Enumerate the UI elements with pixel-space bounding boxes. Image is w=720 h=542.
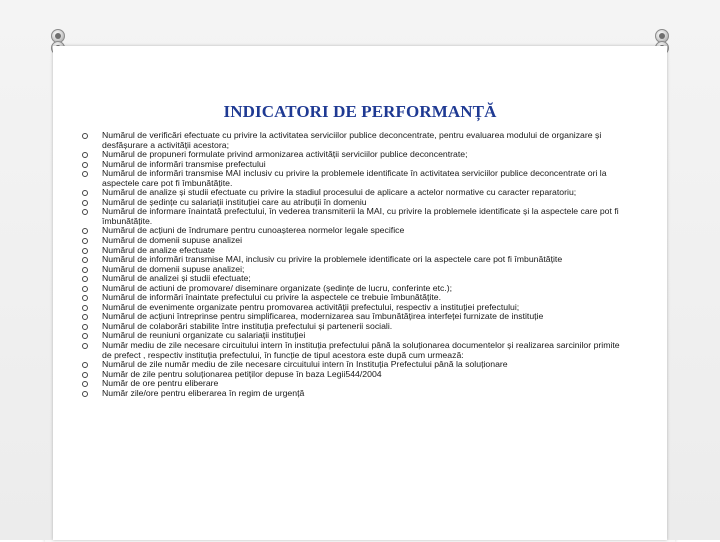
list-item-text: Numărul de acțiuni de îndrumare pentru cunoașterea normelor legale specifice bbox=[102, 225, 405, 236]
list-item-text: Numărul de analize efectuate bbox=[102, 244, 216, 255]
circle-bullet-icon bbox=[82, 343, 88, 349]
list-item-text: Numărul de zile număr mediu de zile necesare circuitului intern în Instituția Prefectului până la soluționare bbox=[102, 359, 508, 370]
circle-bullet-icon bbox=[82, 248, 88, 254]
circle-bullet-icon bbox=[82, 162, 88, 168]
list-item-text: Numărul de informări transmise MAI inclusiv cu privire la problemele identificate în activitatea serviciilor publice deconcentrate ori la aspectele care pot fi îmbunătățite. bbox=[102, 168, 607, 188]
page-title: INDICATORI DE PERFORMANȚĂ bbox=[223, 102, 497, 121]
list-item-text: Numărul de ședințe cu salariații instituției care au atribuții în domeniu bbox=[102, 196, 367, 207]
circle-bullet-icon bbox=[82, 190, 88, 196]
circle-bullet-icon bbox=[82, 257, 88, 263]
circle-bullet-icon bbox=[82, 333, 88, 339]
list-item bbox=[82, 169, 622, 188]
list-item-text: Număr mediu de zile necesare circuitului intern în instituția prefectului până la soluționarea documentelor și realizarea sarcinilor primite de prefect , respectiv instituția prefectului, în funcție de tipul acestora este după cum urmează: bbox=[102, 340, 620, 360]
list-item-text: Numărul de evenimente organizate pentru promovarea activității prefectului, respectiv a instituției prefectului; bbox=[102, 301, 520, 312]
list-item-text: Numărul de acțiuni întreprinse pentru simplificarea, modernizarea sau îmbunătățirea interfeței furnizate de instituție bbox=[102, 311, 544, 322]
circle-bullet-icon bbox=[82, 305, 88, 311]
circle-bullet-icon bbox=[82, 200, 88, 206]
list-item-text: Număr zile/ore pentru eliberarea în regim de urgență bbox=[102, 387, 305, 398]
circle-bullet-icon bbox=[82, 314, 88, 320]
list-item-text: Număr de zile pentru soluționarea petiților depuse în baza Legii544/2004 bbox=[102, 368, 382, 379]
list-item-text: Numărul de analizei și studii efectuate; bbox=[102, 273, 251, 284]
list-item-text: Numărul de domenii supuse analizei; bbox=[102, 263, 245, 274]
circle-bullet-icon bbox=[82, 238, 88, 244]
indicator-list bbox=[82, 131, 622, 398]
circle-bullet-icon bbox=[82, 324, 88, 330]
list-item bbox=[82, 207, 622, 226]
circle-bullet-icon bbox=[82, 276, 88, 282]
list-item-text: Numărul de propuneri formulate privind armonizarea activității serviciilor publice deconcentrate; bbox=[102, 149, 468, 160]
circle-bullet-icon bbox=[82, 295, 88, 301]
circle-bullet-icon bbox=[82, 372, 88, 378]
circle-bullet-icon bbox=[82, 133, 88, 139]
list-item-text: Numărul de informări înaintate prefectului cu privire la aspectele ce trebuie îmbunătățite. bbox=[102, 292, 441, 303]
circle-bullet-icon bbox=[82, 267, 88, 273]
list-item-text: Numărul de reuniuni organizate cu salariații instituției bbox=[102, 330, 306, 341]
list-item-text: Numărul de analize și studii efectuate cu privire la stadiul procesului de aplicare a actelor normative cu caracter reparatoriu; bbox=[102, 187, 577, 198]
circle-bullet-icon bbox=[82, 381, 88, 387]
circle-bullet-icon bbox=[82, 362, 88, 368]
circle-bullet-icon bbox=[82, 228, 88, 234]
list-item-text: Numărul de informări transmise MAI, inclusiv cu privire la problemele identificate ori la aspectele care pot fi îmbunătățite bbox=[102, 254, 563, 265]
list-item-text: Număr de ore pentru eliberare bbox=[102, 378, 219, 389]
list-item-text: Numărul de informări transmise prefectului bbox=[102, 158, 266, 169]
circle-bullet-icon bbox=[82, 152, 88, 158]
list-item bbox=[82, 341, 622, 360]
circle-bullet-icon bbox=[82, 391, 88, 397]
list-item-text: Numărul de domenii supuse analizei bbox=[102, 235, 243, 246]
list-item bbox=[82, 131, 622, 150]
circle-bullet-icon bbox=[82, 209, 88, 215]
list-item-text: Numărul de colaborări stabilite între instituția prefectului și partenerii sociali. bbox=[102, 320, 393, 331]
list-item-text: Numărul de actiuni de promovare/ diseminare organizate (ședințe de lucru, conferinte etc.); bbox=[102, 282, 453, 293]
list-item-text: Numărul de verificări efectuate cu privire la activitatea serviciilor publice deconcentrate, pentru evaluarea modului de organizare și desfășurare a activității acestora; bbox=[102, 130, 602, 150]
list-item-text: Numărul de informare înaintată prefectului, în vederea transmiterii la MAI, cu privire la problemele identificate și la aspectele care pot fi îmbunătățite. bbox=[102, 206, 619, 226]
circle-bullet-icon bbox=[82, 286, 88, 292]
list-item bbox=[82, 389, 622, 399]
circle-bullet-icon bbox=[82, 171, 88, 177]
